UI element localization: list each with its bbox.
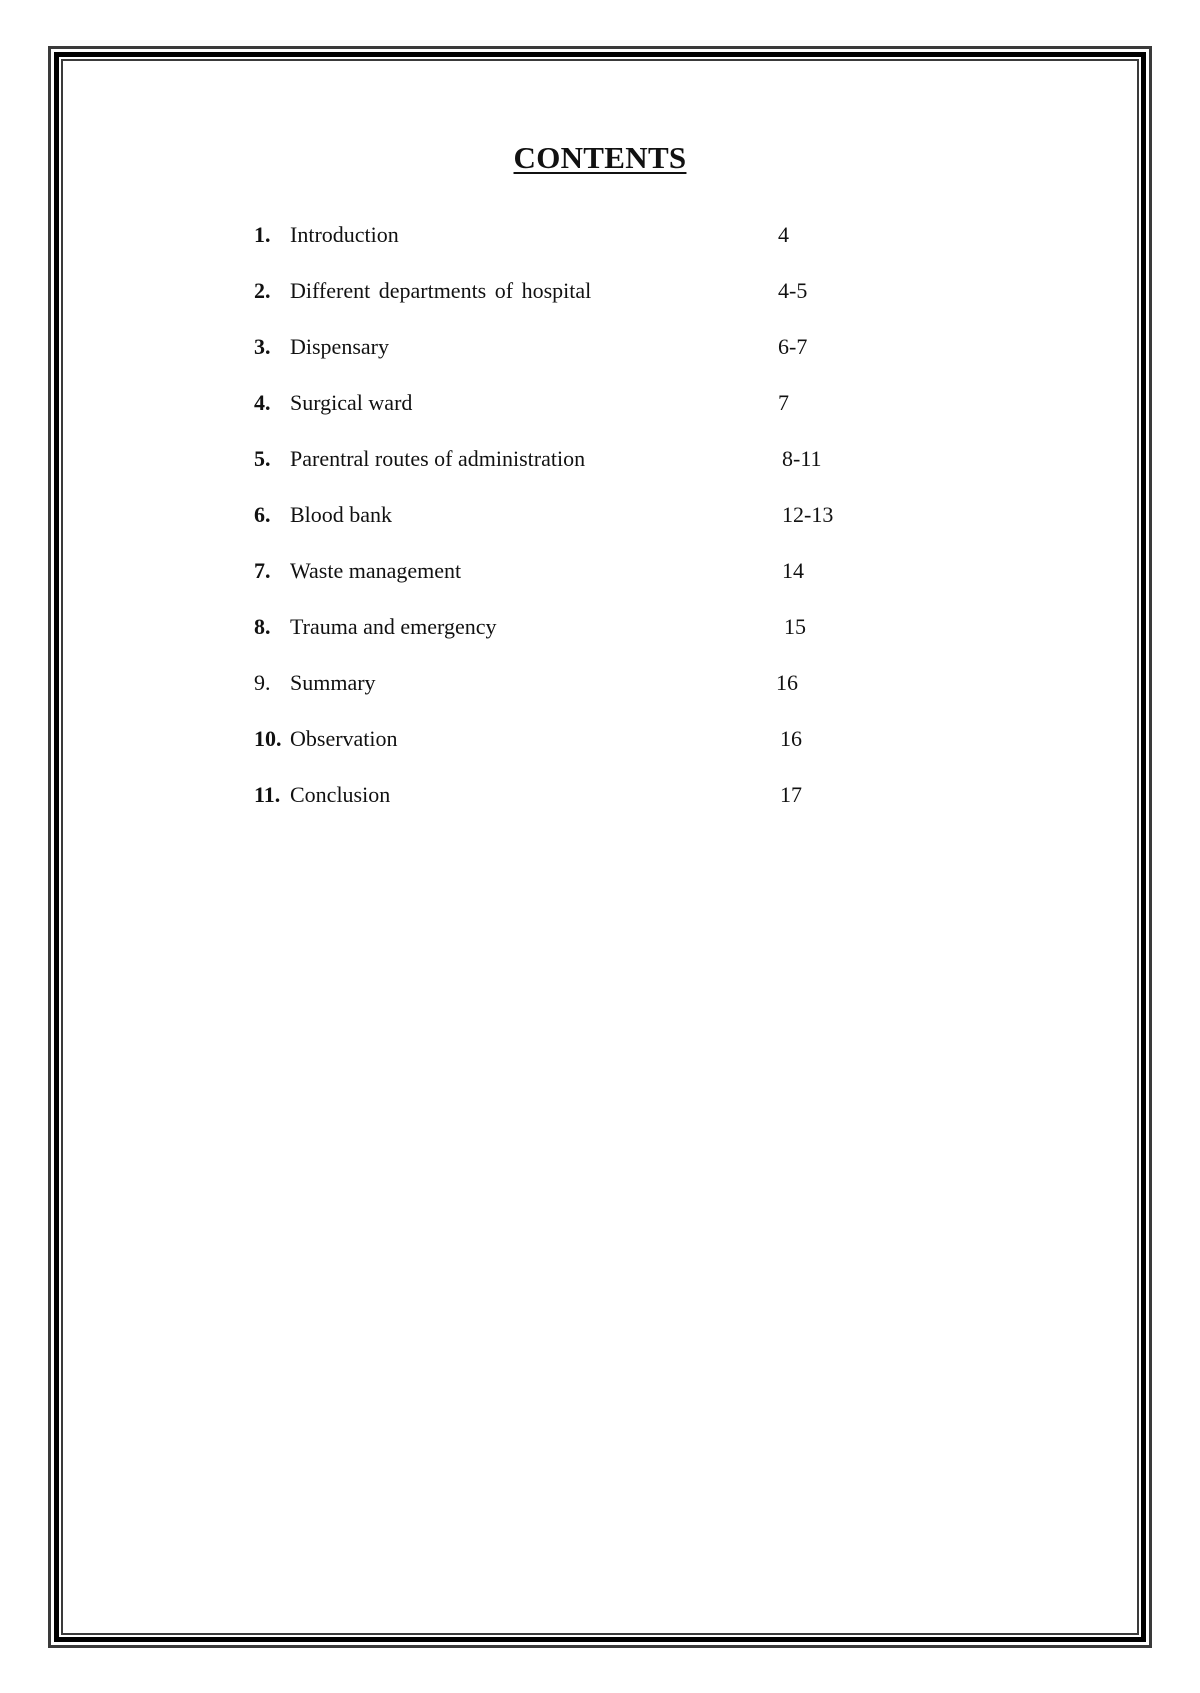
toc-entry-waste-management (254, 558, 874, 614)
toc-entry-departments (254, 278, 874, 334)
toc-entry-pages: 17 (780, 782, 802, 807)
toc-entry-number: 8. (254, 614, 271, 639)
toc-entry-label: Observation (290, 726, 398, 751)
toc-entry-number: 1. (254, 222, 271, 247)
toc-entry-trauma-emergency (254, 614, 874, 670)
toc-entry-label: Blood bank (290, 502, 393, 527)
toc-entry-number: 10. (254, 726, 282, 751)
toc-entry-pages: 12-13 (782, 502, 834, 527)
toc-entry-pages: 8-11 (782, 446, 822, 471)
toc-entry-introduction (254, 222, 874, 278)
toc-entry-pages: 7 (778, 390, 789, 415)
toc-entry-surgical-ward (254, 390, 874, 446)
toc-entry-number: 2. (254, 278, 271, 303)
toc-entry-number: 9. (254, 670, 271, 695)
toc-entry-pages: 4 (778, 222, 789, 247)
toc-entry-pages: 14 (782, 558, 804, 583)
toc-entry-number: 5. (254, 446, 271, 471)
toc-entry-label: Summary (290, 670, 376, 695)
toc-entry-parentral-routes (254, 446, 874, 502)
toc-entry-label: Dispensary (290, 334, 389, 359)
toc-entry-label: Surgical ward (290, 390, 413, 415)
toc-entry-conclusion (254, 782, 874, 838)
toc-entry-label: Parentral routes of administration (290, 446, 586, 471)
toc-entry-dispensary (254, 334, 874, 390)
toc-entry-label: Waste management (290, 558, 462, 583)
toc-entry-pages: 16 (780, 726, 802, 751)
toc-entry-label: Introduction (290, 222, 399, 247)
toc-entry-number: 6. (254, 502, 271, 527)
toc-entry-number: 7. (254, 558, 271, 583)
toc-entry-number: 11. (254, 782, 281, 807)
toc-entry-number: 4. (254, 390, 271, 415)
toc-entry-blood-bank (254, 502, 874, 558)
page-title: CONTENTS (513, 140, 687, 175)
toc-entry-pages: 6-7 (778, 334, 808, 359)
toc-entry-observation (254, 726, 874, 782)
toc-entry-label: Conclusion (290, 782, 391, 807)
toc-entry-pages: 4-5 (778, 278, 808, 303)
toc-entry-number: 3. (254, 334, 271, 359)
toc-entry-summary (254, 670, 874, 726)
table-of-contents (254, 222, 874, 838)
toc-entry-pages: 15 (784, 614, 806, 639)
toc-entry-label: Trauma and emergency (290, 614, 497, 639)
toc-entry-pages: 16 (776, 670, 798, 695)
toc-entry-label: Different departments of hospital (290, 278, 592, 303)
